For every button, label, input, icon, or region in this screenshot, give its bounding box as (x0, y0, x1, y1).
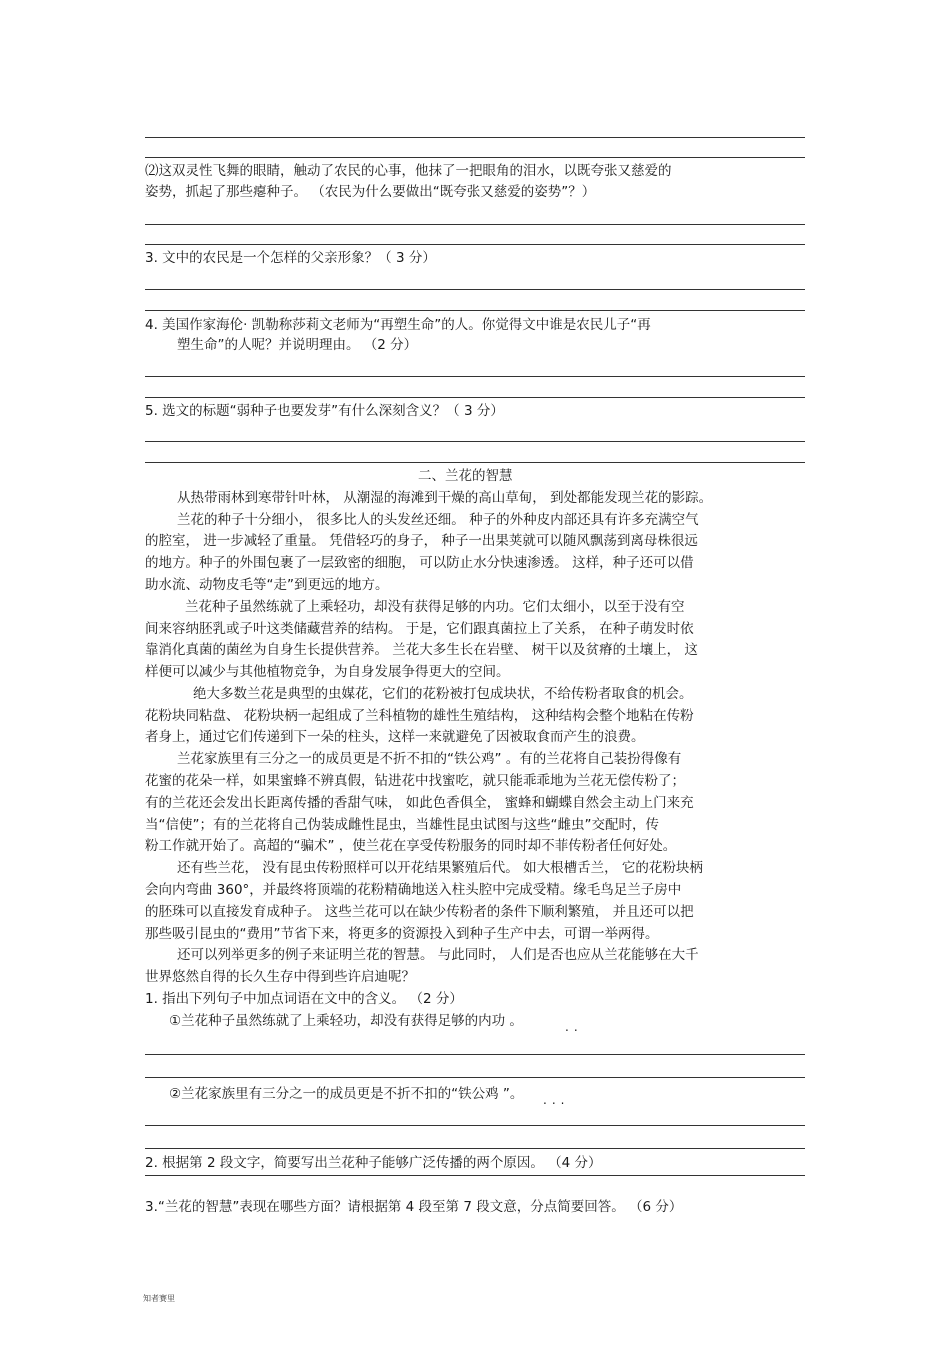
article-line: 的地方。种子的外围包裹了一层致密的细胞， 可以防止水分快速渗透。 这样，种子还可以借 (145, 555, 694, 571)
answer-line (145, 224, 805, 225)
article-line: 兰花家族里有三分之一的成员更是不折不扣的“铁公鸡” 。有的兰花将自己装扮得像有 (177, 751, 682, 767)
article-line: 花粉块同粘盘、 花粉块柄一起组成了兰科植物的雄性生殖结构， 这种结构会整个地粘在传粉 (145, 708, 694, 724)
question-2-item-line1: ⑵这双灵性飞舞的眼睛，触动了农民的心事，他抹了一把眼角的泪水，以既夸张又慈爱的 (145, 163, 672, 179)
answer-line (145, 397, 805, 398)
article-line: 粉工作就开始了。高超的“骗术” ，使兰花在享受传粉服务的同时却不菲传粉者任何好处。 (145, 838, 677, 854)
article-line: 的胚珠可以直接发育成种子。 这些兰花可以在缺少传粉者的条件下顺利繁殖， 并且还可以把 (145, 904, 694, 920)
question-5: 5. 选文的标题“弱种子也要发芽”有什么深刻含义？（ 3 分） (145, 403, 504, 419)
answer-line (145, 137, 805, 138)
answer-line (145, 1148, 805, 1149)
article-line: 世界悠然自得的长久生存中得到些许启迪呢？ (145, 969, 415, 985)
answer-line (145, 1077, 805, 1078)
article-line: 当“信使”；有的兰花将自己伪装成雌性昆虫，当雄性昆虫试图与这些“雌虫”交配时，传 (145, 817, 659, 833)
article-line: 从热带雨林到寒带针叶林， 从潮湿的海滩到干燥的高山草甸， 到处都能发现兰花的影踪。 (177, 490, 713, 506)
answer-line (145, 310, 805, 311)
answer-line (145, 157, 805, 158)
article-line: 兰花种子虽然练就了上乘轻功，却没有获得足够的内功。它们太细小，以至于没有空 (185, 599, 685, 615)
article-line: 会向内弯曲 360°，并最终将顶端的花粉精确地送入柱头腔中完成受精。缘毛鸟足兰子房中 (145, 882, 682, 898)
answer-line (145, 376, 805, 377)
question-4-line1: 4. 美国作家海伦· 凯勒称莎莉文老师为“再塑生命”的人。你觉得文中谁是农民儿子“再 (145, 317, 651, 333)
footer-text: 知者赛里 (143, 1294, 175, 1303)
article-line: 兰花的种子十分细小， 很多比人的头发丝还细。 种子的外种皮内部还具有许多充满空气 (177, 512, 699, 528)
answer-line (145, 244, 805, 245)
article-line: 的腔室， 进一步减轻了重量。 凭借轻巧的身子， 种子一出果荚就可以随风飘荡到离母株很远 (145, 533, 698, 549)
article-line: 有的兰花还会发出长距离传播的香甜气味， 如此色香俱全， 蜜蜂和蝴蝶自然会主动上门来充 (145, 795, 694, 811)
answer-line (145, 441, 805, 442)
article-line: 花蜜的花朵一样，如果蜜蜂不辨真假，钻进花中找蜜吃，就只能乖乖地为兰花无偿传粉了； (145, 773, 685, 789)
article-line: 那些吸引昆虫的“费用”节省下来，将更多的资源投入到种子生产中去，可谓一举两得。 (145, 926, 659, 942)
article-line: 间来容纳胚乳或子叶这类储藏营养的结构。 于是，它们跟真菌拉上了关系， 在种子萌发时依 (145, 621, 694, 637)
article-title: 二、兰花的智慧 (418, 468, 513, 484)
question-1-item-2: ②兰花家族里有三分之一的成员更是不折不扣的“铁公鸡 ”。 (169, 1086, 524, 1102)
answer-line (145, 1125, 805, 1126)
article-line: 助水流、动物皮毛等“走”到更远的地方。 (145, 577, 389, 593)
answer-line (145, 462, 805, 463)
answer-line (145, 289, 805, 290)
question-3: 3. 文中的农民是一个怎样的父亲形象？（ 3 分） (145, 250, 436, 266)
article-line: 样便可以减少与其他植物竞争，为自身发展争得更大的空间。 (145, 664, 510, 680)
question-2: 2. 根据第 2 段文字，简要写出兰花种子能够广泛传播的两个原因。 （4 分） (145, 1155, 602, 1171)
question-2-item-line2: 姿势，抓起了那些瘪种子。 （农民为什么要做出“既夸张又慈爱的姿势”？） (145, 184, 596, 200)
answer-line (145, 1175, 805, 1176)
answer-line (145, 1054, 805, 1055)
question-1: 1. 指出下列句子中加点词语在文中的含义。 （2 分） (145, 991, 463, 1007)
question-4-line2: 塑生命”的人呢？并说明理由。 （2 分） (177, 337, 418, 353)
article-line: 绝大多数兰花是典型的虫媒花，它们的花粉被打包成块状，不给传粉者取食的机会。 (193, 686, 693, 702)
article-line: 靠消化真菌的菌丝为自身生长提供营养。 兰花大多生长在岩壁、 树干以及贫瘠的土壤上， 这 (145, 642, 698, 658)
article-line: 还有些兰花， 没有昆虫传粉照样可以开花结果繁殖后代。 如大根槽舌兰， 它的花粉块柄 (177, 860, 703, 876)
article-line: 还可以列举更多的例子来证明兰花的智慧。 与此同时， 人们是否也应从兰花能够在大千 (177, 947, 699, 963)
question-3: 3.“兰花的智慧”表现在哪些方面？请根据第 4 段至第 7 段文意，分点简要回答。 （6 分） (145, 1199, 683, 1215)
article-line: 者身上，通过它们传递到下一朵的柱头，这样一来就避免了因被取食而产生的浪费。 (145, 729, 645, 745)
emphasis-dots: .. (565, 1020, 583, 1034)
emphasis-dots: ... (543, 1093, 570, 1107)
question-1-item-1: ①兰花种子虽然练就了上乘轻功，却没有获得足够的内功 。 (169, 1013, 523, 1029)
